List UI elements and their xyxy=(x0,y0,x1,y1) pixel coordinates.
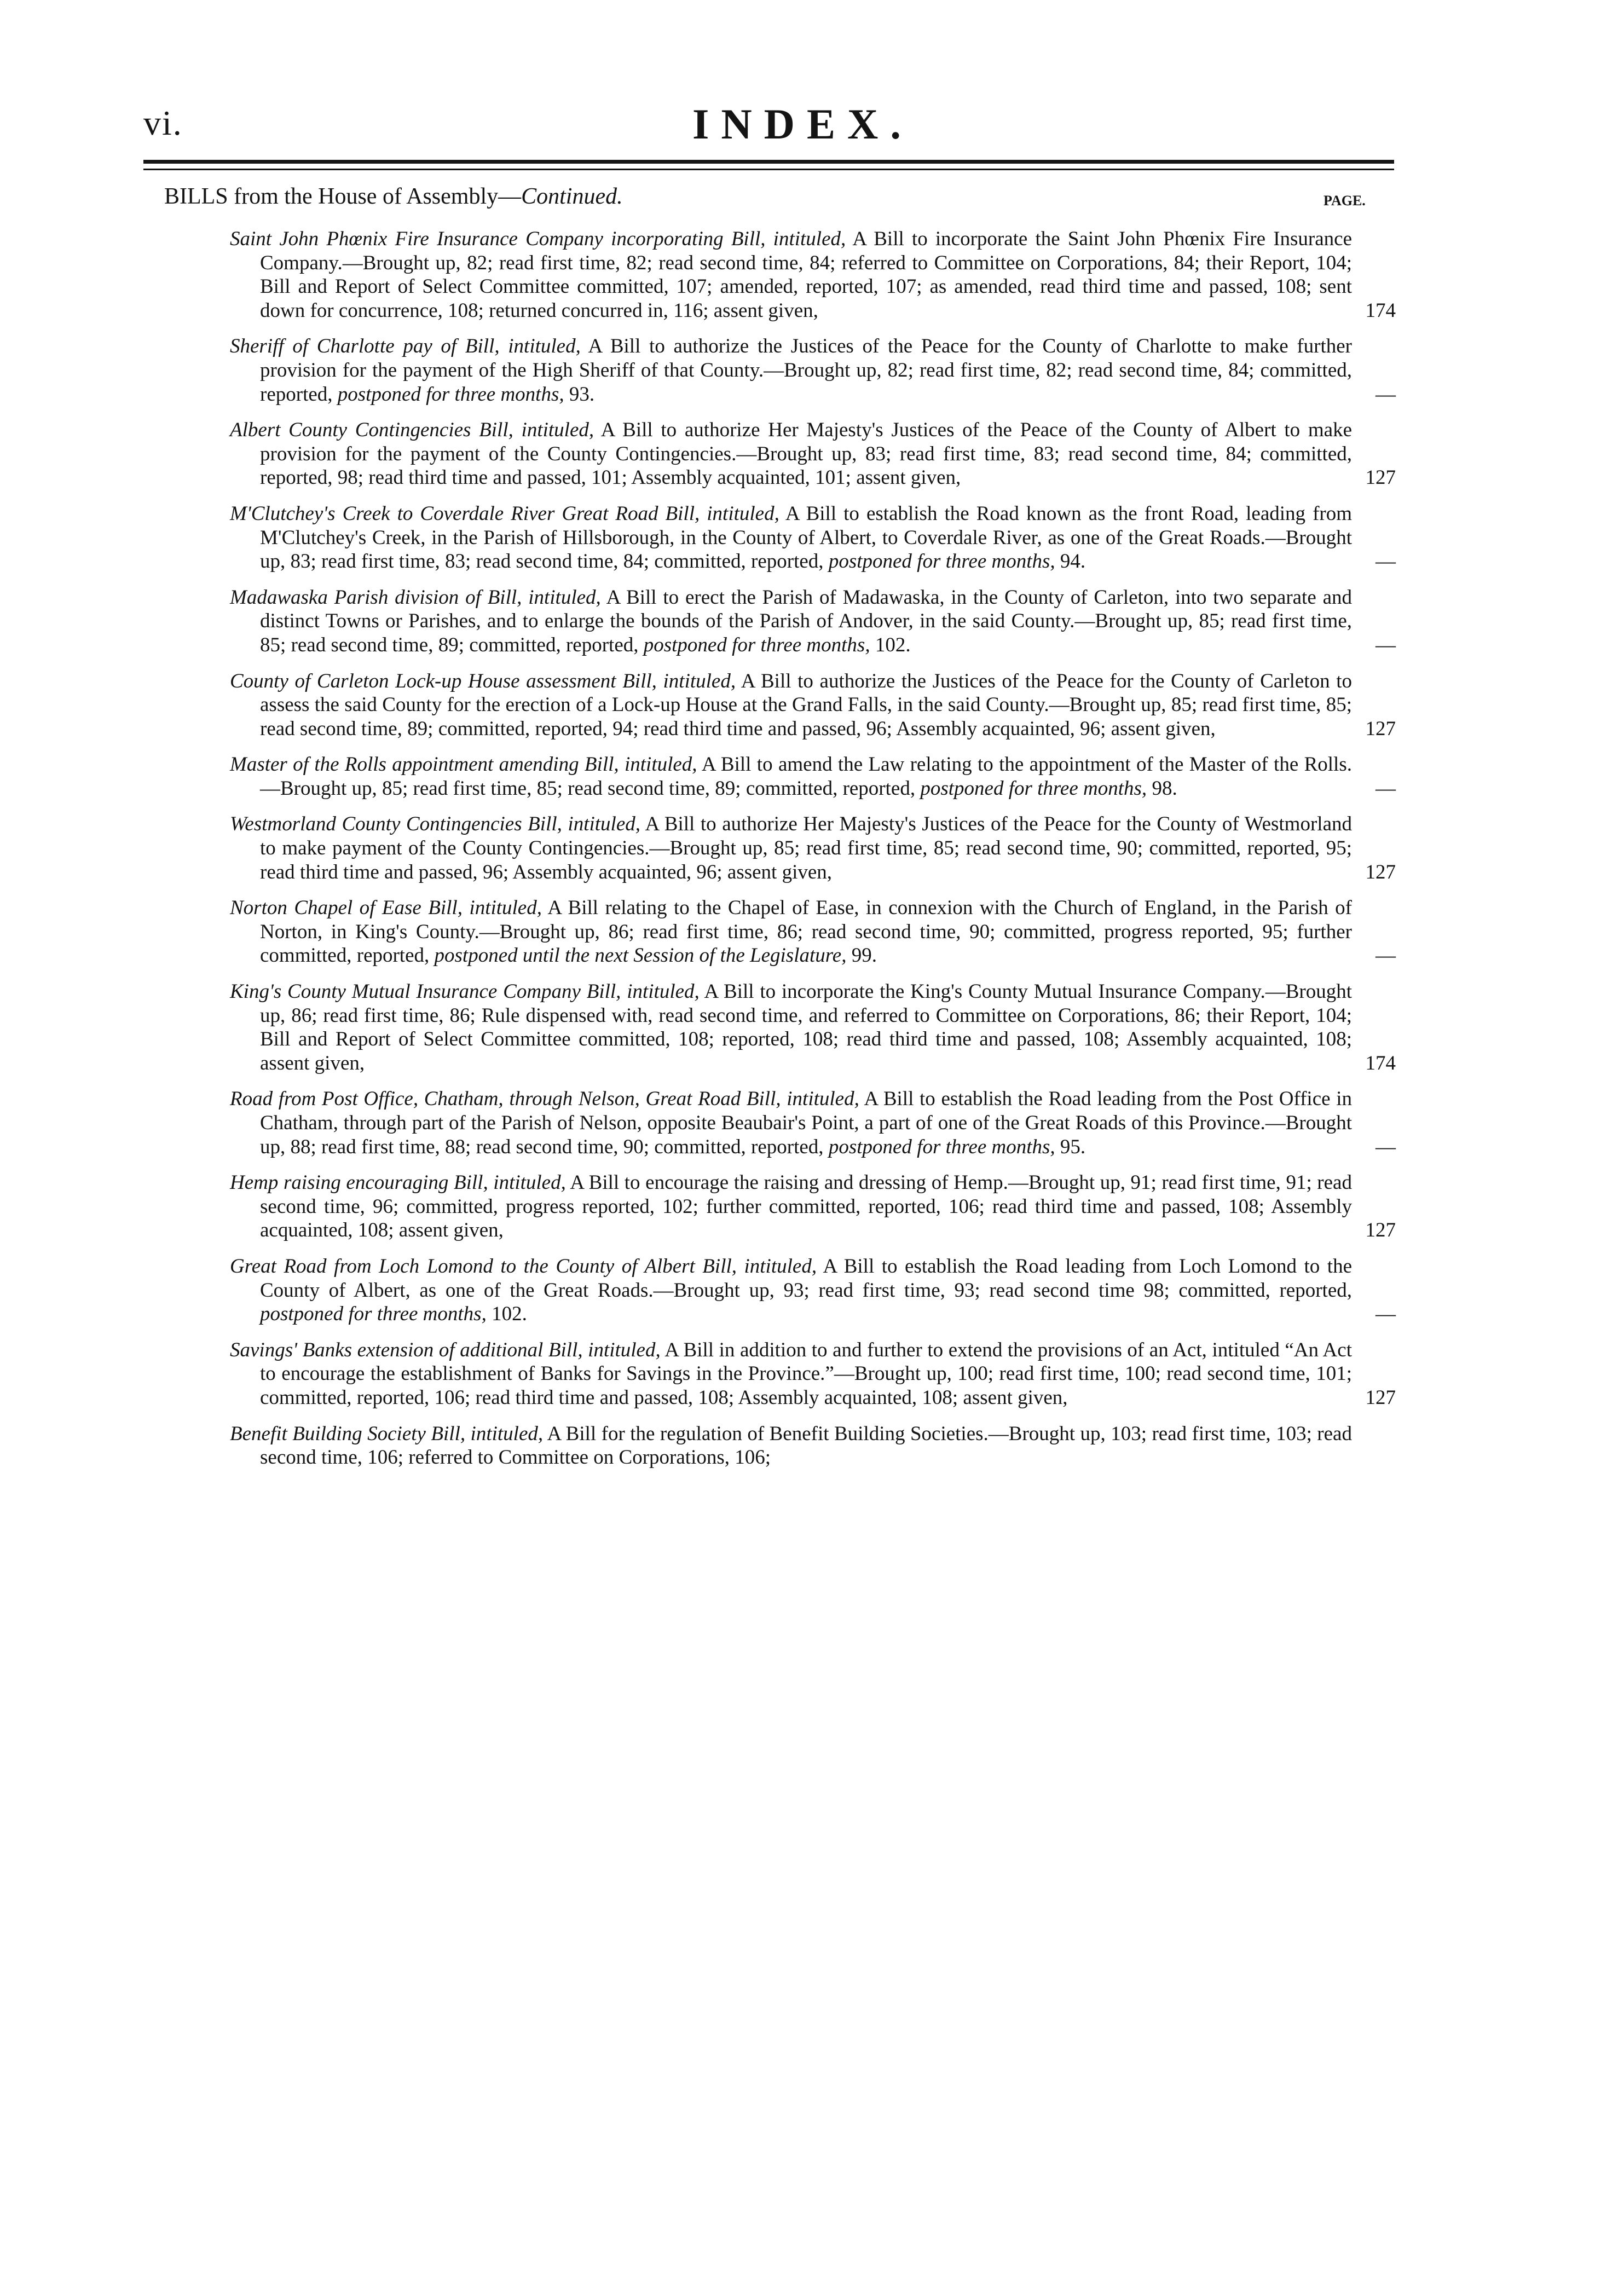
entry-body: A Bill to authorize Her Majesty's Justices of the Peace for the County of Westmorland to make payment of the County Contingencies.—Brought up, 85; read first time, 85; read second time, 90; committed, reported, 95; read third time and passed, 96; Assembly acquainted, 96; assent given, xyxy=(260,813,1352,883)
entry-note: postponed for three months, xyxy=(920,777,1147,800)
entry-title: Master of the Rolls appointment amending Bill, intituled, xyxy=(230,753,697,776)
entry-title: Westmorland County Contingencies Bill, intituled, xyxy=(230,813,641,836)
entry-page-ref: — xyxy=(1376,383,1396,406)
entry-body: A Bill to establish the Road leading from Loch Lomond to the County of Albert, as one of the Great Roads.—Brought up, 93; read first time, 93; read second time 98; committed, reported, xyxy=(260,1255,1352,1302)
index-entry xyxy=(230,1087,1396,1159)
index-entry xyxy=(230,812,1396,884)
entry-note: postponed for three months, xyxy=(337,383,564,406)
entry-page-ref: 174 xyxy=(1365,299,1396,322)
entry-body: A Bill to authorize the Justices of the Peace for the County of Charlotte to make further provision for the payment of the High Sheriff of that County.—Brought up, 82; read first time, 82; read second time, 84; committed, reported, xyxy=(260,335,1352,406)
entry-title: Benefit Building Society Bill, intituled, xyxy=(230,1422,544,1445)
entry-body: A Bill to authorize Her Majesty's Justices of the Peace of the County of Albert to make provision for the payment of the County Contingencies.—Brought up, 83; read first time, 83; read second time, 84; committed, reported, 98; read third time and passed, 101; Assembly acquainted, 101; assent given, xyxy=(260,419,1352,489)
entry-tail: 102. xyxy=(492,1303,527,1326)
entry-note: postponed for three months, xyxy=(260,1303,487,1326)
entry-body: A Bill to establish the Road leading from the Post Office in Chatham, through part of the Parish of Nelson, opposite Beaubair's Point, a part of one of the Great Roads of this Province.—Brought up, 88; read first time, 88; read second time, 90; committed, reported, xyxy=(260,1088,1352,1158)
entry-page-ref: 127 xyxy=(1365,860,1396,883)
entry-title: Great Road from Loch Lomond to the County of Albert Bill, intituled, xyxy=(230,1255,817,1278)
index-entry xyxy=(230,1422,1396,1470)
entry-page-ref: — xyxy=(1376,1135,1396,1158)
entry-note: postponed for three months, xyxy=(828,550,1055,573)
entry-body: A Bill to authorize the Justices of the Peace for the County of Carleton to assess the said County for the erection of a Lock-up House at the Grand Falls, in the said County.—Brought up, 85; read first time, 85; read second time, 89; committed, reported, 94; read third time and passed, 96; Assembly acquainted, 96; assent given, xyxy=(260,669,1352,740)
entry-note: postponed until the next Session of the Legislature, xyxy=(434,944,847,967)
entry-tail: 93. xyxy=(569,383,595,406)
entry-tail: 102. xyxy=(875,633,911,656)
entry-page-ref: — xyxy=(1376,777,1396,800)
entry-page-ref: — xyxy=(1376,944,1396,967)
entry-body: A Bill to erect the Parish of Madawaska, in the County of Carleton, into two separate and distinct Towns or Parishes, and to enlarge the bounds of the Parish of Andover, in the said County.—Brought up, 85; read first time, 85; read second time, 89; committed, reported, xyxy=(260,586,1352,656)
entry-page-ref: 127 xyxy=(1365,717,1396,740)
entry-body: A Bill in addition to and further to extend the provisions of an Act, intituled “An Act to encourage the establishment of Banks for Savings in the Province.”—Brought up, 100; read first time, 100; read second time, 101; committed, reported, 106; read third time and passed, 108; Assembly acquainted, 108; assent given, xyxy=(260,1338,1352,1409)
index-entry xyxy=(230,502,1396,574)
entry-page-ref: — xyxy=(1376,1303,1396,1326)
entry-tail: 95. xyxy=(1060,1135,1086,1158)
entry-title: Sheriff of Charlotte pay of Bill, intituled, xyxy=(230,335,581,358)
entry-page-ref: 127 xyxy=(1365,1219,1396,1242)
page-column-label: PAGE. xyxy=(1324,193,1366,209)
index-entry xyxy=(230,1171,1396,1243)
entry-body: A Bill to incorporate the Saint John Phœnix Fire Insurance Company.—Brought up, 82; read first time, 82; read second time, 84; referred to Committee on Corporations, 84; their Report, 104; Bill and Report of Select Committee committed, 107; amended, reported, 107; as amended, read third time and passed, 108; sent down for concurrence, 108; returned concurred in, 116; assent given, xyxy=(260,228,1353,322)
entry-title: County of Carleton Lock-up House assessment Bill, intituled, xyxy=(230,669,736,692)
page-number: vi. xyxy=(143,103,183,142)
entry-tail: 99. xyxy=(851,944,877,967)
entry-note: postponed for three months, xyxy=(828,1135,1055,1158)
entry-body: A Bill to incorporate the King's County Mutual Insurance Company.—Brought up, 86; read first time, 86; Rule dispensed with, read second time, and referred to Committee on Corporations, 86; their Report, 104; Bill and Report of Select Committee committed, 108; reported, 108; read third time and passed, 108; Assembly acquainted, 108; assent given, xyxy=(260,980,1352,1074)
index-entry xyxy=(230,418,1396,490)
index-entry xyxy=(230,586,1396,657)
index-entry xyxy=(230,227,1396,322)
entry-title: King's County Mutual Insurance Company Bill, intituled, xyxy=(230,980,700,1003)
entry-note: postponed for three months, xyxy=(643,633,870,656)
entry-tail: 94. xyxy=(1060,550,1086,573)
entry-title: Albert County Contingencies Bill, intituled, xyxy=(230,419,594,442)
entry-body: A Bill to amend the Law relating to the appointment of the Master of the Rolls.—Brought up, 85; read first time, 85; read second time, 89; committed, reported, xyxy=(260,753,1352,800)
entry-body: A Bill to establish the Road known as the front Road, leading from M'Clutchey's Creek, in the Parish of Hillsborough, in the County of Albert, to Coverdale River, as one of the Great Roads.—Brought up, 83; read first time, 83; read second time, 84; committed, reported, xyxy=(260,502,1352,573)
entry-page-ref: — xyxy=(1376,550,1396,573)
entry-page-ref: 174 xyxy=(1365,1051,1396,1074)
index-entry xyxy=(230,753,1396,800)
entry-page-ref: — xyxy=(1376,633,1396,656)
entry-title: Norton Chapel of Ease Bill, intituled, xyxy=(230,897,542,920)
header-rule-thick xyxy=(143,160,1394,164)
entry-body: A Bill relating to the Chapel of Ease, in connexion with the Church of England, in the Parish of Norton, in King's County.—Brought up, 86; read first time, 86; read second time, 90; committed, progress reported, 95; further committed, reported, xyxy=(260,897,1352,967)
entry-title: M'Clutchey's Creek to Coverdale River Great Road Bill, intituled, xyxy=(230,502,779,525)
entry-page-ref: 127 xyxy=(1365,1386,1396,1409)
entry-title: Road from Post Office, Chatham, through Nelson, Great Road Bill, intituled, xyxy=(230,1088,859,1111)
section-heading-text: BILLS from the House of Assembly— xyxy=(164,184,522,209)
entry-body: A Bill to encourage the raising and dressing of Hemp.—Brought up, 91; read first time, 91; read second time, 96; committed, progress reported, 102; further committed, reported, 106; read third time and passed, 108; Assembly acquainted, 108; assent given, xyxy=(260,1171,1352,1242)
index-entry xyxy=(230,669,1396,741)
index-entry xyxy=(230,980,1396,1075)
page-title: INDEX. xyxy=(692,100,913,148)
index-entries xyxy=(230,227,1396,1482)
entry-title: Saint John Phœnix Fire Insurance Company incorporating Bill, intituled, xyxy=(230,228,846,250)
section-heading-continued: Continued. xyxy=(521,184,623,209)
index-entry xyxy=(230,896,1396,968)
entry-title: Savings' Banks extension of additional Bill, intituled, xyxy=(230,1338,661,1361)
entry-page-ref: 127 xyxy=(1365,466,1396,489)
header-rule-thin xyxy=(143,169,1394,170)
section-heading xyxy=(164,183,623,210)
entry-tail: 98. xyxy=(1152,777,1177,800)
entry-title: Hemp raising encouraging Bill, intituled, xyxy=(230,1171,566,1194)
entry-title: Madawaska Parish division of Bill, intituled, xyxy=(230,586,601,609)
index-entry xyxy=(230,1255,1396,1326)
index-entry xyxy=(230,334,1396,406)
entry-body: A Bill for the regulation of Benefit Building Societies.—Brought up, 103; read first time, 103; read second time, 106; referred to Committee on Corporations, 106; xyxy=(260,1422,1352,1469)
index-entry xyxy=(230,1338,1396,1410)
